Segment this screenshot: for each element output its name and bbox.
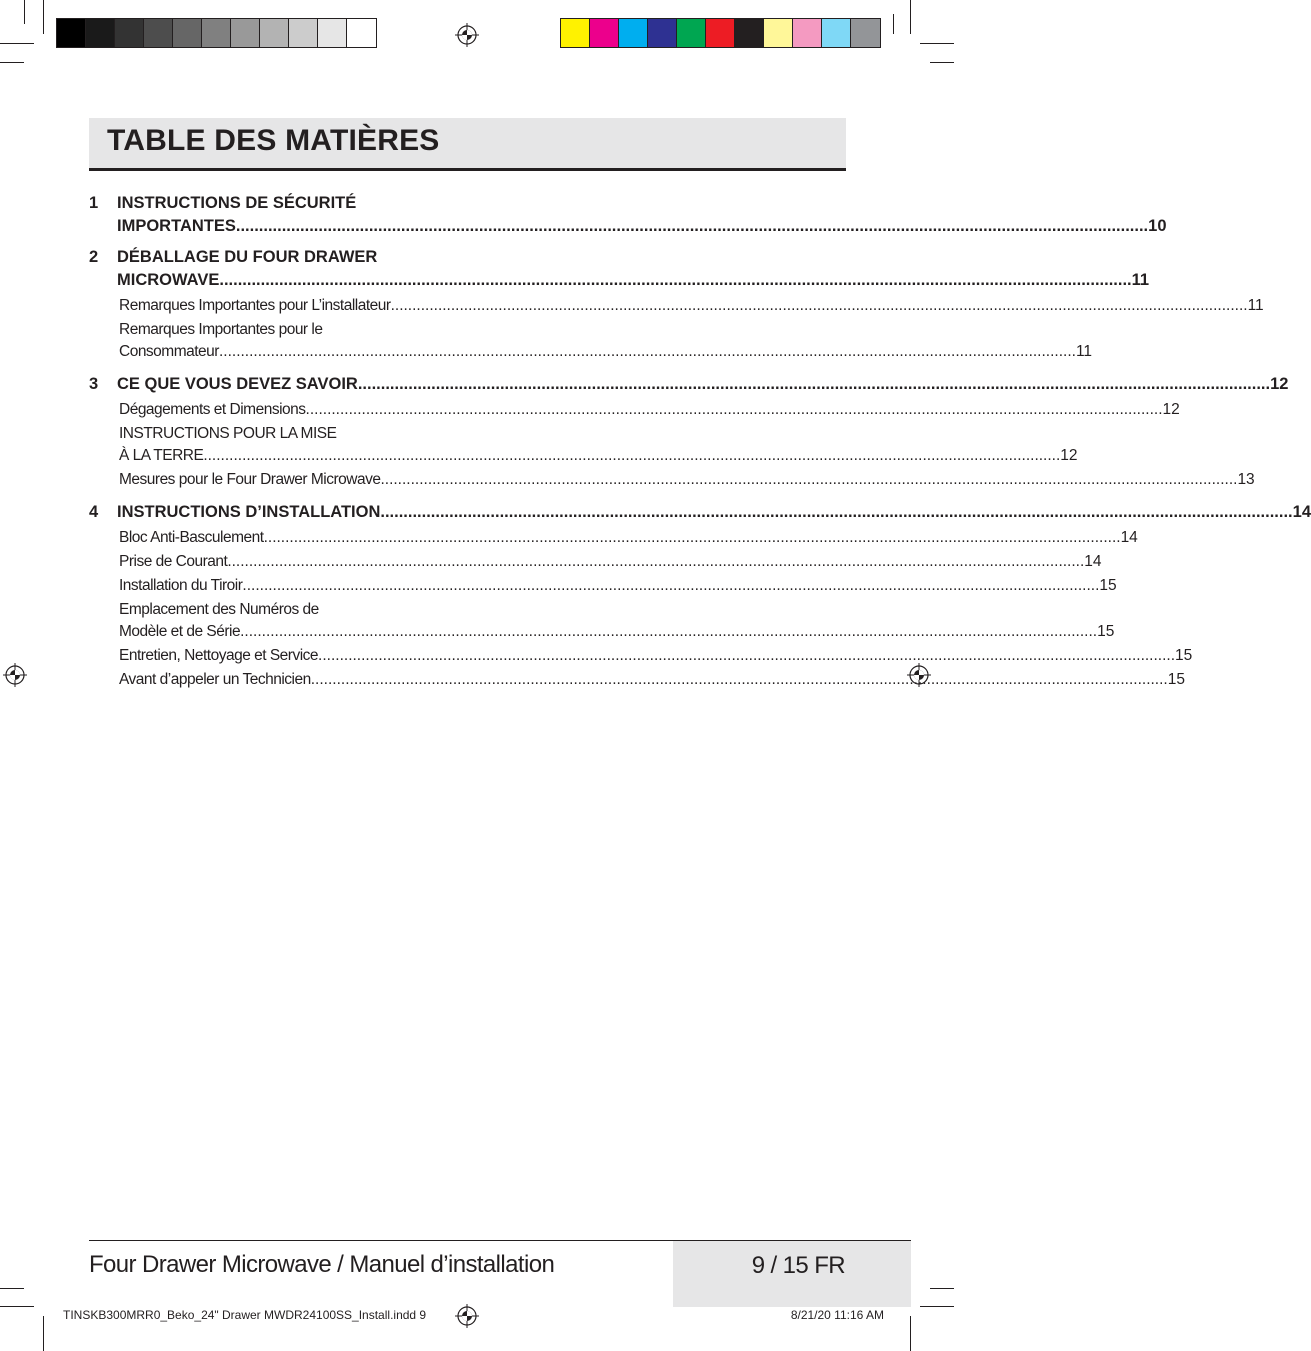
toc-page-number: 14 [1084,553,1102,570]
toc-subsection[interactable] [119,551,1102,573]
toc-page-number: 12 [1060,447,1078,464]
grayscale-color-bar [56,18,377,48]
toc-subsection[interactable] [119,399,1180,421]
crop-mark [0,43,34,44]
toc-subsection-title: INSTRUCTIONS POUR LA MISE [119,425,337,442]
dot-leader [358,373,1270,396]
toc-subsection[interactable] [119,469,1255,491]
toc-subsection[interactable] [119,423,1078,467]
toc-subsection-title: Bloc Anti-Basculement [119,529,264,546]
toc-subsection-title: Mesures pour le Four Drawer Microwave [119,471,381,488]
color-swatch [619,19,648,47]
file-slug: TINSKB300MRR0_Beko_24" Drawer MWDR24100SS_Install.indd 9 [63,1308,427,1322]
registration-mark-icon [3,663,27,687]
toc-section[interactable] [89,246,1150,292]
footer-title: Four Drawer Microwave / Manuel d’installation [89,1251,555,1278]
toc-subsection[interactable] [119,295,1264,317]
dot-leader [380,501,1292,524]
toc-page-number: 14 [1292,503,1311,521]
page-number: 9 / 15 FR [751,1252,845,1279]
color-swatch [851,19,880,47]
crop-mark [43,0,44,34]
toc-subsection-title: Consommateur [119,343,219,360]
dot-leader [318,645,1175,667]
color-swatch [677,19,706,47]
print-timestamp: 8/21/20 11:16 AM [790,1308,884,1322]
toc-page-number: 10 [1148,217,1167,235]
crop-mark [920,1306,954,1307]
registration-mark-icon [455,23,479,47]
crop-mark [0,62,24,63]
toc-subsection[interactable] [119,575,1117,597]
toc-page-number: 14 [1120,529,1138,546]
crop-mark [930,62,954,63]
toc-page-number: 12 [1162,401,1180,418]
toc-section-number: 1 [89,194,99,212]
crop-mark [0,1288,24,1289]
crop-mark [24,0,25,24]
toc-page-number: 15 [1167,671,1185,688]
crop-mark [893,14,894,34]
color-swatch [86,19,115,47]
toc-section-title: IMPORTANTES [117,217,236,235]
toc-section-title: DÉBALLAGE DU FOUR DRAWER [117,248,378,266]
toc-subsection-title: Entretien, Nettoyage et Service [119,647,319,664]
dot-leader [242,575,1099,597]
toc-section[interactable] [89,373,1289,396]
color-swatch [793,19,822,47]
toc-subsection[interactable] [119,599,1115,643]
registration-mark-icon [455,1304,479,1328]
color-swatch [822,19,851,47]
crop-mark [43,1316,44,1351]
toc-section[interactable] [89,501,1311,524]
toc-page-number: 12 [1270,375,1289,393]
toc-page-number: 13 [1237,471,1255,488]
toc-subsection-title: Prise de Courant [119,553,228,570]
dot-leader [264,527,1121,549]
color-swatch [231,19,260,47]
toc-subsection-title: Dégagements et Dimensions [119,401,306,418]
dot-leader [380,469,1237,491]
dot-leader [311,669,1168,691]
toc-subsection-title: Modèle et de Série [119,623,241,640]
color-swatch [735,19,764,47]
toc-section-number: 2 [89,248,99,266]
table-of-contents [89,192,1311,701]
color-swatch [202,19,231,47]
color-swatch [561,19,590,47]
toc-section-number: 3 [89,375,99,393]
color-swatch [648,19,677,47]
color-swatch [289,19,318,47]
toc-subsection-title: Installation du Tiroir [119,577,243,594]
color-swatch [590,19,619,47]
color-swatch [347,19,376,47]
toc-subsection-title: Emplacement des Numéros de [119,601,319,618]
toc-subsection[interactable] [119,645,1193,667]
process-color-bar [560,18,881,48]
dot-leader [219,341,1076,363]
crop-mark [920,43,954,44]
dot-leader [236,215,1148,238]
toc-page-number: 11 [1075,343,1093,360]
toc-section-title: MICROWAVE [117,271,220,289]
dot-leader [306,399,1163,421]
toc-page-number: 15 [1097,623,1115,640]
color-swatch [115,19,144,47]
toc-subsection[interactable] [119,527,1138,549]
toc-page-number: 11 [1247,297,1264,314]
toc-page-number: 11 [1131,271,1150,289]
toc-section-number: 4 [89,503,99,521]
color-swatch [173,19,202,47]
crop-mark [0,1306,34,1307]
footer-page-box [673,1241,911,1307]
color-swatch [318,19,347,47]
toc-page-number: 15 [1099,577,1117,594]
crop-mark [910,1316,911,1351]
toc-section-title: INSTRUCTIONS DE SÉCURITÉ [117,194,357,212]
toc-section-title: CE QUE VOUS DEVEZ SAVOIR [117,375,358,393]
crop-mark [930,1288,954,1289]
dot-leader [203,445,1060,467]
toc-section[interactable] [89,192,1167,238]
toc-subsection-title: À LA TERRE [119,447,204,464]
toc-subsection-title: Remarques Importantes pour L’installateur [119,297,391,314]
color-swatch [706,19,735,47]
crop-mark [910,0,911,34]
dot-leader [219,269,1131,292]
dot-leader [227,551,1084,573]
page-title: TABLE DES MATIÈRES [107,124,440,157]
toc-subsection-title: Avant d’appeler un Technicien [119,671,311,688]
toc-subsection[interactable] [119,319,1093,363]
dot-leader [240,621,1097,643]
color-swatch [57,19,86,47]
color-swatch [764,19,793,47]
toc-section-title: INSTRUCTIONS D’INSTALLATION [117,503,381,521]
title-banner [89,118,846,171]
toc-subsection-title: Remarques Importantes pour le [119,321,323,338]
toc-page-number: 15 [1175,647,1193,664]
toc-subsection[interactable] [119,669,1185,691]
dot-leader [391,295,1248,317]
color-swatch [260,19,289,47]
color-swatch [144,19,173,47]
